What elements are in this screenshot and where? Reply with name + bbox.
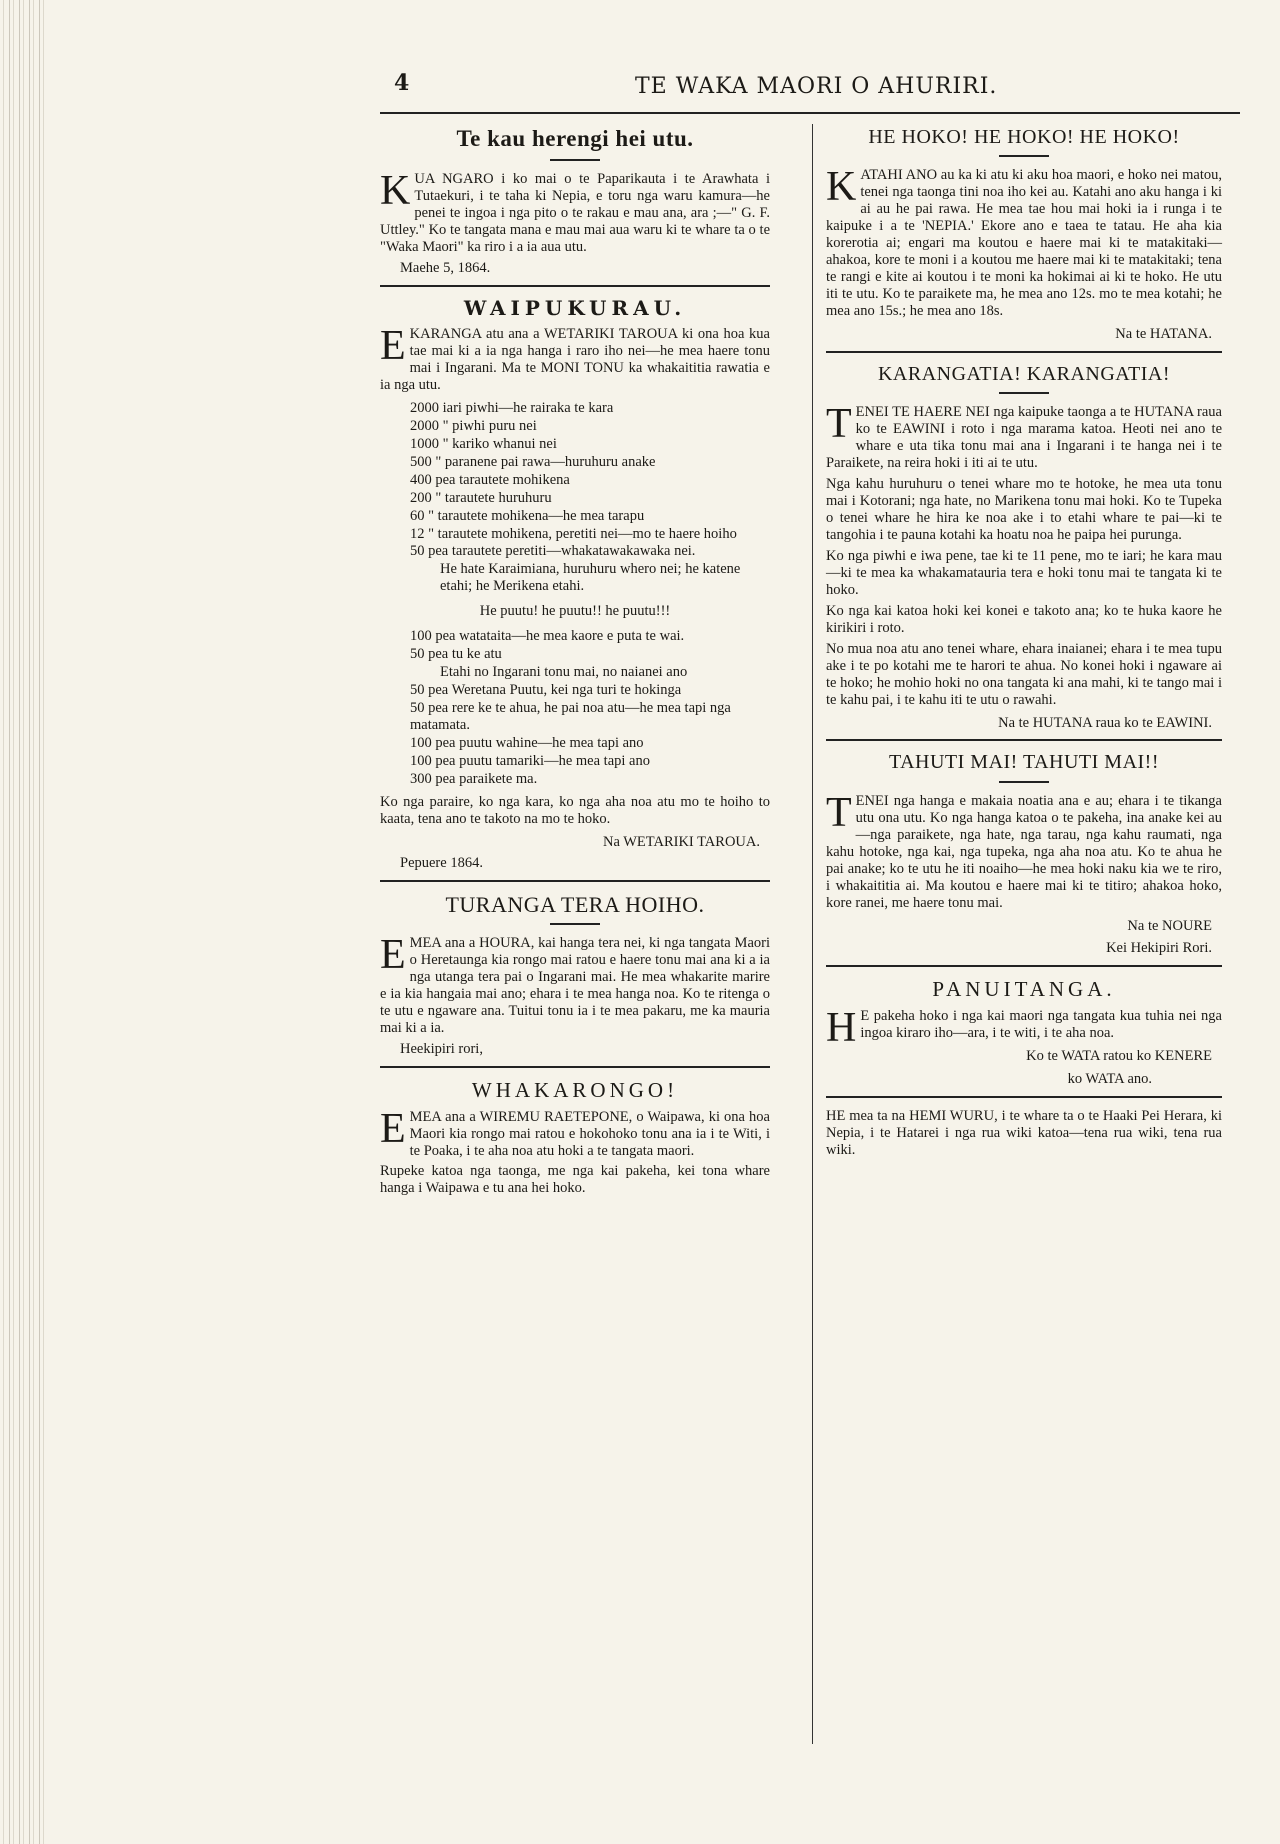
notice-body (826, 164, 1222, 320)
drop-cap: H (826, 1005, 857, 1051)
notice-paragraph: No mua noa atu ano tenei whare, ehara inaianei; ehara i te mea tupu ake i te po kotahi me te harori te ahua. No konei hoki i ngaware ai te hoko; he mohio hoki no ona tangata ki ana mahi, ki te tango mai i te kahu pai, i te kahu iti te utu o rawahi. (826, 640, 1222, 708)
notice-signature: Na te NOURE (1127, 917, 1212, 934)
section-heading: Te kau herengi hei utu. (456, 126, 694, 151)
boots-exclaim: He puutu! he puutu!! he puutu!!! (479, 603, 671, 620)
notice-signature: Na te HATANA. (1115, 325, 1212, 342)
panuitanga-notice (826, 977, 1222, 1087)
list-item: 100 pea watataita—he mea kaore e puta te wai. (410, 628, 685, 645)
notice-body (826, 1005, 1222, 1051)
notice-text: ENEI TE HAERE NEI nga kaipuke taonga a te HUTANA raua ko te EAWINI i roto i nga marama katoa. Heoti nei ano te whare e uta tika tonu mai ana i Ingarani i te hanga nei i te Paraikete, na reira hoki i iti ai te utu. (826, 404, 1222, 472)
notice-text: E pakeha hoko i nga kai maori nga tangata kua tuhia nei nga ingoa kiraro iho—ara, i te witi, i te aha noa. (860, 1008, 1222, 1041)
notice-paragraph: Ko nga kai katoa hoki kei konei e takoto ana; ko te huka kaore he kirikiri i roto. (826, 602, 1222, 636)
karangatia-notice (826, 363, 1222, 732)
notice-body (826, 401, 1222, 472)
notice-signature: Na te HUTANA raua ko te EAWINI. (998, 714, 1212, 731)
goods-list (410, 400, 770, 595)
list-item: 2000 iari piwhi—he rairaka te kara (410, 399, 614, 416)
short-rule (550, 159, 600, 161)
page-number: 4 (394, 70, 410, 96)
drop-cap: E (380, 323, 406, 370)
notice-body (380, 323, 770, 394)
column-divider (812, 124, 813, 1744)
notice-text: MEA ana a HOURA, kai hanga tera nei, ki nga tangata Maori o Heretaunga kia rongo mai ratou e haere tonu mai ana ki a ia nga utanga tera pai o Ingarani mai. He mea whakarite marire e ia kia hangaia mai ano; ehara i te mea hanga noa. Ko te ritenga o te utu e ngaware ana. Tuitui tonu ia i te mea pakaru, me ka mauria mai ki a ia. (380, 935, 770, 1037)
list-item: 400 pea tarautete mohikena (410, 471, 570, 488)
section-separator (826, 1096, 1222, 1098)
list-item: 50 pea Weretana Puutu, kei nga turi te hokinga (410, 682, 682, 699)
notice-text: MEA ana a WIREMU RAETEPONE, o Waipawa, ki ona hoa Maori kia rongo mai ratou e hokohoko tonu ana ia i te Witi, i te Poaka, i te aha noa atu hoki a te tangata maori. (409, 1108, 770, 1159)
hehoko-notice (826, 126, 1222, 343)
notice-text: ENEI nga hanga e makaia noatia ana e au; ehara i te tikanga utu ona utu. Ko nga hanga katoa o te pakeha, ina anake kei au—nga paraikete, nga hate, nga tarau, nga kahu raumati, nga kahu hotoke, nga kai, nga tupeka, nga aha noa atu. Ko te ahua he pai anake; ko te utu he iti noaiho—he mea hoki naku kia we te riro, i whakaititia ai. Ma koutou e haere mai ki te titiro; ahakoa hoko, kore ranei, me haere tonu mai. (826, 792, 1222, 911)
notice-text: ATAHI ANO au ka ki atu ki aku hoa maori, e hoko nei matou, tenei nga taonga tini noa iho kei au. Katahi ano aku hanga i ki ai au he pai rawa. He mea tae hou mai hoki ia i runga i te kaipuke i a te 'NEPIA.' Ekore ano e taea te tatau. He aha kia korerotia ai; engari ma koutou e haere mai ki te matakitaki—ahakoa, kore te moni i a koutou me haere mai ki te matakitaki; tena te rangi e kite ai koutou i te moni ka hokimai ai ki te hoko. He utu iti te utu. Ko te paraikete ma, he mea ano 12s. mo te mea kotahi; he mea ano 15s.; he mea ano 18s. (826, 167, 1222, 320)
drop-cap: E (380, 1105, 406, 1152)
whakarongo-notice (380, 1078, 770, 1197)
right-column (826, 124, 1222, 1167)
list-item: 100 pea puutu tamariki—he mea tapi ano (410, 752, 650, 769)
boots-list (410, 628, 770, 788)
notice-date: Maehe 5, 1864. (400, 259, 491, 276)
list-item: 50 pea rere ke te ahua, he pai noa atu—he mea tapi nga matamata. (410, 700, 731, 734)
tahuti-notice (826, 751, 1222, 957)
list-item: 60 " tarautete mohikena—he mea tarapu (410, 507, 645, 524)
page-edge-bleed (0, 0, 48, 1844)
tekau-notice (380, 126, 770, 277)
section-separator (826, 351, 1222, 353)
list-item: 1000 " kariko whanui nei (410, 435, 557, 452)
short-rule (999, 781, 1049, 783)
page-header (380, 62, 1240, 114)
drop-cap: T (826, 401, 852, 448)
section-heading: KARANGATIA! KARANGATIA! (877, 362, 1171, 385)
list-item: 50 pea tarautete peretiti—whakatawakawaka nei. (410, 543, 696, 560)
section-separator (826, 739, 1222, 741)
imprint-text: HE mea ta na HEMI WURU, i te whare ta o te Haaki Pei Herara, ki Nepia, i te Hatarei i nga rua wiki katoa—tena rua wiki, tena rua wiki. (826, 1107, 1222, 1158)
list-item: 500 " paranene pai rawa—huruhuru anake (410, 453, 656, 470)
short-rule (999, 155, 1049, 157)
newspaper-page (380, 62, 1240, 1802)
left-column (380, 124, 770, 1205)
list-item: 200 " tarautete huruhuru (410, 489, 552, 506)
notice-place: Heekipiri rori, (400, 1041, 483, 1058)
imprint-notice (826, 1108, 1222, 1159)
notice-text: UA NGARO i ko mai o te Paparikauta i te Arawhata i Tutaekuri, i te taha ki Nepia, e toru nga waru kamura—he penei te ingoa i nga pito o te rakau e mau ana, ara ;—" G. F. Uttley." Ko te tangata mana e mau mai aua waru ki te whare ta o te "Waka Maori" ka riro i a ia aua utu. (380, 170, 770, 255)
waipukurau-notice (380, 297, 770, 872)
drop-cap: E (380, 932, 406, 979)
drop-cap: K (826, 164, 857, 211)
notice-place: Kei Hekipiri Rori. (1106, 940, 1212, 957)
turanga-notice (380, 892, 770, 1058)
notice-date: Pepuere 1864. (400, 854, 483, 871)
section-heading: PANUITANGA. (932, 977, 1116, 1002)
notice-body (380, 932, 770, 1037)
short-rule (999, 392, 1049, 394)
list-item: 300 pea paraikete ma. (410, 770, 538, 787)
notice-closing: Ko nga paraire, ko nga kara, ko nga aha noa atu mo te hoiho to kaata, tena ano te takoto na mo te hoko. (380, 793, 770, 827)
notice-body (826, 789, 1222, 912)
notice-text: KARANGA atu ana a WETARIKI TAROUA ki ona hoa kua tae mai ki a ia nga hanga i raro iho nei—he mea haere tonu mai i Ingarani. Ma te MONI TONU ka whakaititia rawatia e ia nga utu. (380, 326, 770, 393)
drop-cap: T (826, 789, 852, 836)
section-separator (380, 1066, 770, 1068)
list-item: 12 " tarautete mohikena, peretiti nei—mo te haere hoiho (410, 525, 737, 542)
notice-text-2: Rupeke katoa nga taonga, me nga kai pakeha, kei tona whare hanga i Waipawa e tu ana hei hoko. (380, 1163, 770, 1197)
list-item: 100 pea puutu wahine—he mea tapi ano (410, 734, 644, 751)
section-heading: TURANGA TERA HOIHO. (445, 891, 705, 917)
notice-body (380, 1105, 770, 1160)
section-separator (826, 965, 1222, 967)
notice-paragraph: Ko nga piwhi e iwa pene, tae ki te 11 pene, mo te iari; he kara mau—ki te mea ka whakamatauria tera e hoki tonu mai te tangata ki te hoko. (826, 547, 1222, 598)
section-heading: WAIPUKURAU. (463, 295, 687, 320)
notice-signature: Na WETARIKI TAROUA. (602, 833, 760, 850)
section-separator (380, 880, 770, 882)
list-item: 50 pea tu ke atu (410, 646, 502, 663)
drop-cap: K (380, 167, 411, 214)
notice-signature-2: ko WATA ano. (1067, 1070, 1152, 1087)
list-item: Etahi no Ingarani tonu mai, no naianei ano (440, 664, 688, 681)
section-heading: TAHUTI MAI! TAHUTI MAI!! (888, 751, 1160, 774)
notice-paragraph: Nga kahu huruhuru o tenei whare mo te hotoke, he mea uta tonu mai i Kotorani; nga hate, no Marikena tonu mai hoki. Ko te Tupeka o tenei whare he hira ke noa ake i to etahi whare te pai—ki te tangohia i te pauna kotahi ka hoatu noa he paipa hei purunga. (826, 476, 1222, 543)
list-item: He hate Karaimiana, huruhuru whero nei; he katene etahi; he Merikena etahi. (440, 561, 741, 595)
notice-body (380, 167, 770, 256)
short-rule (550, 923, 600, 925)
notice-signature: Ko te WATA ratou ko KENERE (1026, 1047, 1212, 1064)
paper-title: TE WAKA MAORI O AHURIRI. (635, 74, 998, 99)
section-heading: WHAKARONGO! (471, 1078, 679, 1103)
section-separator (380, 285, 770, 287)
section-heading: HE HOKO! HE HOKO! HE HOKO! (868, 126, 1180, 148)
list-item: 2000 " piwhi puru nei (410, 417, 537, 434)
